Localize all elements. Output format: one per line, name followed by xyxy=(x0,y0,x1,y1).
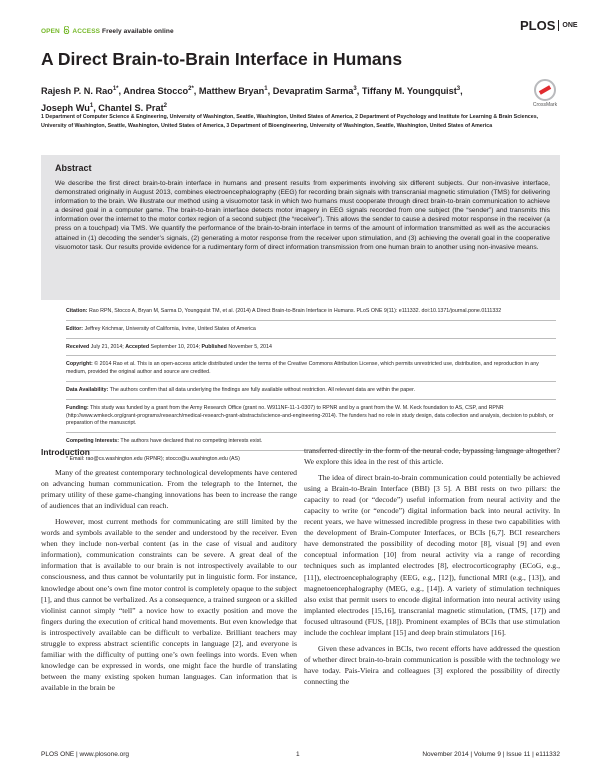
paragraph: transferred directly in the form of the neural code, bypassing language altogether? We explore this idea in the rest of this article. xyxy=(304,446,560,467)
copyright: Copyright: © 2014 Rao et al. This is an open-access article distributed under the terms of the Creative Commons Attribution License, which permits unrestricted use, distribution, and reproduction in any medium, provided the original author and source are credited. xyxy=(66,361,539,376)
article-metadata xyxy=(66,308,556,467)
section-heading-introduction: Introduction xyxy=(41,447,90,457)
abstract-text: We describe the first direct brain-to-brain interface in humans and present results from experiments involving six different subjects. Our non-invasive interface, demonstrated originally in August 2013, combines electroencephalography (EEG) for recording brain signals with transcranial magnetic stimulation (TMS) for delivering information to the brain. We illustrate our method using a visuomotor task in which two humans must cooperate through direct brain-to-brain communication to achieve a desired goal in a computer game. The brain-to-brain interface detects motor imagery in EEG signals recorded from one subject (the “sender”) and transmits this information over the internet to the motor cortex region of a second subject (the “receiver”). This allows the sender to cause a desired motor response in the receiver (a press on a touchpad) via TMS. We quantify the performance of the brain-to-brain interface in terms of the amount of information transmitted as well as the accuracies attained in (1) decoding the sender’s signals, (2) generating a motor response from the receiver upon stimulation, and (3) achieving the overall goal in the cooperative visuomotor task. Our results provide evidence for a rudimentary form of direct information transmission from one human brain to another using non-invasive means. xyxy=(55,180,550,251)
divider xyxy=(66,338,556,339)
author-list: Rajesh P. N. Rao$^{1*}$, Andrea Stocco$^{2*}$, Matthew Bryan$^1$, Devapratim Sarma$^3$, Tiffany M. Youngquist$^3$, Joseph Wu$^1$, Chantel S. Prat$^2$ xyxy=(41,86,463,114)
open-access-lock-icon xyxy=(63,26,70,34)
citation: Citation: Rao RPN, Stocco A, Bryan M, Sarma D, Youngquist TM, et al. (2014) A Direct Brain-to-Brain Interface in Humans. PLoS ONE 9(11): e111332. doi:10.1371/journal.pone.0111332 xyxy=(66,308,502,314)
page-number: 1 xyxy=(296,751,300,758)
divider xyxy=(66,432,556,433)
author[interactable]: Joseph Wu$^1$ xyxy=(41,103,94,114)
footer-journal[interactable]: PLOS ONE | www.plosone.org xyxy=(41,751,130,758)
divider xyxy=(66,320,556,321)
article-title: A Direct Brain-to-Brain Interface in Humans xyxy=(41,49,403,69)
divider xyxy=(66,355,556,356)
correspondence-email[interactable]: * Email: rao@cs.washington.edu (RPNR); stocco@u.washington.edu (AS) xyxy=(66,455,240,462)
author[interactable]: Matthew Bryan$^1$ xyxy=(198,86,268,97)
divider xyxy=(66,381,556,382)
abstract-box xyxy=(41,155,560,300)
open-access-label: OPEN xyxy=(41,28,60,35)
open-access-banner xyxy=(41,26,174,35)
paragraph: Many of the greatest contemporary technological developments have centered on advancing human communication. From the telegraph to the Internet, the primary utility of these game-changing innovations has been to increase the range of audiences that an individual can reach. xyxy=(41,468,297,511)
footer-issue: November 2014 | Volume 9 | Issue 11 | e111332 xyxy=(422,751,560,758)
competing-interests: Competing Interests: The authors have declared that no competing interests exist. xyxy=(66,438,263,445)
body-column-right xyxy=(304,445,560,687)
logo-divider xyxy=(558,20,559,31)
abstract-heading: Abstract xyxy=(55,163,92,173)
affiliations: 1 Department of Computer Science & Engineering, University of Washington, Seattle, Washington, United States of America, 2 Department of Psychology and Institute for Learning & Brain Sciences, University of Washington, Seattle, Washington, United States of America, 3 Department of Bioengineering, University of Washington, Seattle, Washington, United States of America xyxy=(41,114,539,130)
plos-one-logo[interactable] xyxy=(520,18,578,33)
editor: Editor: Jeffrey Krichmar, University of California, Irvine, United States of America xyxy=(66,325,256,332)
divider xyxy=(66,399,556,400)
access-label: ACCESS xyxy=(72,28,101,35)
dates: Received July 21, 2014; Accepted September 10, 2014; Published November 5, 2014 xyxy=(66,343,272,350)
paragraph: However, most current methods for communicating are still limited by the words and symbols available to the sender and understood by the receiver. Even when they include non-verbal content (as in the case of visual and auditory information), communication constraints can be severe. A great deal of the information that is available to our brain is not introspectively available to our consciousness, and thus cannot be voluntarily put in linguistic form. For instance, knowledge about one’s own fine motor control is completely opaque to the subject [1], and thus cannot be verbalized. As a consequence, a trained surgeon or a skilled violinist cannot simply “tell” a novice how to exactly position and move the fingers during the execution of critical hand movements. But even knowledge that is introspectively available can be difficult to verbalize. Brilliant teachers may struggle to express abstract scientific concepts in language [2], and everyone is familiar with the difficulty of putting one’s own feelings into words. Even when knowledge can be expressed in words, one might face the hurdle of translating between the many existing spoken human languages. Can information that is available in the brain be xyxy=(41,517,297,692)
plos-one-text: ONE xyxy=(562,22,578,29)
plos-logo-text: PLOS xyxy=(520,18,556,33)
author[interactable]: Rajesh P. N. Rao$^{1*}$ xyxy=(41,86,119,97)
crossmark-label: CrossMark xyxy=(532,102,558,108)
freely-available-label: Freely available online xyxy=(102,28,174,35)
author[interactable]: Tiffany M. Youngquist$^3$ xyxy=(361,86,461,97)
crossmark-icon xyxy=(534,79,556,101)
body-column-left xyxy=(41,445,297,693)
paragraph: Given these advances in BCIs, two recent efforts have addressed the question of whether direct brain-to-brain communication is possible with the technology we have today. Pais-Vieira and colleagues [3] explored the possibility of directly connecting the xyxy=(304,643,560,686)
data-availability: Data Availability: The authors confirm that all data underlying the findings are fully available without restriction. All relevant data are within the paper. xyxy=(66,386,416,393)
author[interactable]: Devapratim Sarma$^3$ xyxy=(272,86,357,97)
author[interactable]: Chantel S. Prat$^2$ xyxy=(98,103,167,114)
funding: Funding: This study was funded by a grant from the Army Research Office (grant no. W911NF-11-1-0307) to RPNR and by a grant from the W. M. Keck foundation to AS, CSP, and RPNR (http://www.wmkeck.org/grant-programs/research/medical-research-grant-abstracts/science-and-engineering-2014). The funders had no role in study design, data collection and analysis, decision to publish, or preparation of the manuscript. xyxy=(66,404,554,427)
paragraph: The idea of direct brain-to-brain communication could potentially be achieved using a Brain-to-Brain Interface (BBI) [3 5]. A BBI rests on two pillars: the capacity to read (or “decode”) useful information from neural activity and the capacity to write (or “encode”) digital information back into neural activity. In recent years, we have witnessed incredible progress in these two capabilities with the development of Brain-Computer Interfaces, or BCIs [6,7]. BCI researchers have demonstrated the possibility of decoding motor [8], visual [9] and even conceptual information [10] from neural activity via a range of recording techniques such as implanted electrodes [8], electrocorticography (ECoG, e.g., [11]), electroencephalography (EEG, e.g., [12]), functional MRI (e.g., [13]), and magnetoencephalography (MEG, e.g., [14]). A variety of stimulation techniques also exist that permit users to encode digital information into neural activity using implanted electrodes [15,16], transcranial magnetic stimulation, (TMS, [17]) and focused ultrasound (FUS, [18]). Prominent examples of BCIs that use stimulation include the cochlear implant [15] and deep brain stimulators [16]. xyxy=(304,473,560,637)
crossmark-badge[interactable] xyxy=(523,79,567,108)
author[interactable]: Andrea Stocco$^{2*}$ xyxy=(123,86,194,97)
